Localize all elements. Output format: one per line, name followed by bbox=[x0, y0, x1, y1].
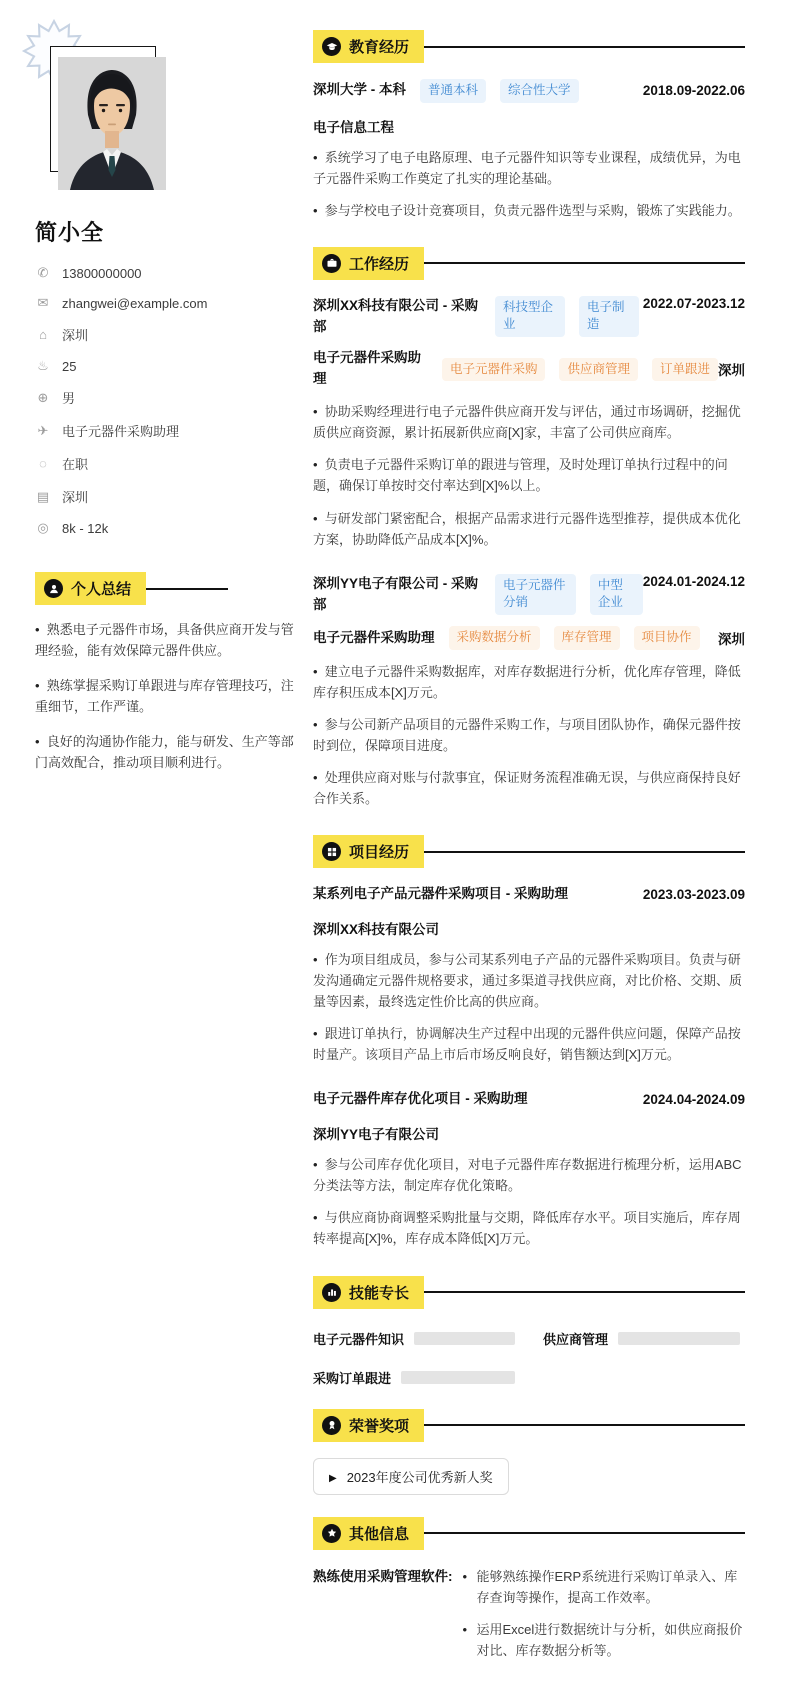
project-name: 某系列电子产品元器件采购项目 - 采购助理 bbox=[313, 886, 568, 902]
section-badge bbox=[35, 572, 146, 605]
section-title: 工作经历 bbox=[349, 255, 410, 273]
contact-location bbox=[35, 325, 300, 344]
summary-bullet: • 熟悉电子元器件市场，具备供应商开发与管理经验，能有效保障元器件供应。 bbox=[35, 619, 300, 661]
skill-item bbox=[313, 1329, 515, 1348]
role-tag: 供应商管理 bbox=[559, 358, 638, 382]
profile-photo bbox=[58, 57, 166, 190]
date-range: 2022.07-2023.12 bbox=[642, 295, 745, 311]
contact-value: 在职 bbox=[62, 457, 89, 472]
section-badge bbox=[313, 835, 424, 868]
contact-value: 8k - 12k bbox=[62, 520, 109, 536]
phone-icon: ✆ bbox=[37, 265, 49, 280]
section-header bbox=[313, 30, 745, 63]
project-company: 深圳YY电子有限公司 bbox=[313, 1127, 440, 1143]
other-info-label: 熟练使用采购管理软件: bbox=[313, 1568, 453, 1584]
company-tag: 电子元器件分销 bbox=[495, 574, 576, 615]
company-tag: 中型企业 bbox=[590, 574, 643, 615]
bar-chart-icon bbox=[322, 1283, 341, 1302]
contact-age bbox=[35, 358, 300, 374]
section-title: 其他信息 bbox=[349, 1525, 410, 1543]
section-header bbox=[35, 572, 228, 605]
contact-city bbox=[35, 487, 300, 506]
role-tag: 采购数据分析 bbox=[449, 626, 540, 650]
contact-job-title bbox=[35, 421, 300, 440]
date-range: 2024.01-2024.12 bbox=[642, 573, 745, 589]
section-badge bbox=[313, 30, 424, 63]
project-bullet: • 跟进订单执行，协调解决生产过程中出现的元器件供应问题，保障产品按时量产。该项目产品上市后市场反响良好，销售额达到[X]万元。 bbox=[313, 1023, 745, 1065]
company-tag: 科技型企业 bbox=[495, 296, 565, 337]
project-bullet: • 与供应商协商调整采购批量与交期，降低库存水平。项目实施后，库存周转率提高[X]%，库存成本降低[X]万元。 bbox=[313, 1207, 745, 1249]
section-rule bbox=[146, 588, 228, 590]
section-badge bbox=[313, 1276, 424, 1309]
project-bullet: • 参与公司库存优化项目，对电子元器件库存数据进行梳理分析，运用ABC分类法等方法，制定库存优化策略。 bbox=[313, 1154, 745, 1196]
grid-icon bbox=[322, 842, 341, 861]
other-info-row bbox=[313, 1566, 745, 1672]
projects-section bbox=[313, 835, 745, 1249]
education-bullet: • 参与学校电子设计竞赛项目，负责元器件选型与采购，锻炼了实践能力。 bbox=[313, 200, 745, 221]
date-range: 2018.09-2022.06 bbox=[642, 83, 745, 99]
briefcase-icon bbox=[322, 254, 341, 273]
person-icon bbox=[44, 579, 63, 598]
education-section bbox=[313, 30, 745, 221]
project-bullet: • 作为项目组成员，参与公司某系列电子产品的元器件采购项目。负责与研发沟通确定元器件规格要求，通过多渠道寻找供应商，对比价格、交期、质量等因素，最终选定性价比高的供应商。 bbox=[313, 949, 745, 1012]
contact-value: 13800000000 bbox=[62, 265, 142, 281]
mail-icon: ✉ bbox=[37, 295, 49, 310]
section-title: 个人总结 bbox=[71, 581, 132, 598]
honor-chip[interactable] bbox=[313, 1458, 509, 1495]
photo-zone bbox=[35, 20, 300, 198]
other-bullet: • 能够熟练操作ERP系统进行采购订单录入、库存查询等操作，提高工作效率。 bbox=[457, 1566, 746, 1608]
salary-icon: ◎ bbox=[37, 520, 49, 535]
role-tag: 库存管理 bbox=[554, 626, 620, 650]
project-name: 电子元器件库存优化项目 - 采购助理 bbox=[313, 1091, 528, 1107]
contact-value: 电子元器件采购助理 bbox=[62, 424, 180, 439]
honor-text: 2023年度公司优秀新人奖 bbox=[346, 1469, 493, 1485]
skill-label: 供应商管理 bbox=[543, 1331, 609, 1347]
graduation-cap-icon bbox=[322, 37, 341, 56]
section-rule bbox=[424, 1532, 745, 1534]
work-location: 深圳 bbox=[718, 363, 745, 379]
section-header bbox=[313, 1276, 745, 1309]
section-title: 项目经历 bbox=[349, 844, 410, 862]
work-bullet: • 参与公司新产品项目的元器件采购工作，与项目团队协作，确保元器件按时到位，保障项目进度。 bbox=[313, 714, 745, 756]
contact-gender bbox=[35, 388, 300, 407]
work-bullet: • 协助采购经理进行电子元器件供应商开发与评估，通过市场调研，挖掘优质供应商资源，累计拓展新供应商[X]家，丰富了公司供应商库。 bbox=[313, 401, 745, 443]
summary-bullet: • 熟练掌握采购订单跟进与库存管理技巧，注重细节，工作严谨。 bbox=[35, 675, 300, 717]
skill-grid bbox=[313, 1329, 745, 1387]
project-company: 深圳XX科技有限公司 bbox=[313, 922, 440, 938]
skill-item bbox=[543, 1329, 745, 1348]
contact-salary bbox=[35, 520, 300, 536]
main-column bbox=[313, 30, 745, 1698]
section-badge bbox=[313, 1517, 424, 1550]
section-header bbox=[313, 835, 745, 868]
role-tag: 订单跟进 bbox=[652, 358, 718, 382]
skill-bar bbox=[414, 1332, 515, 1345]
sidebar bbox=[35, 20, 300, 773]
contact-value: 深圳 bbox=[62, 328, 89, 343]
work-section bbox=[313, 247, 745, 810]
section-rule bbox=[424, 262, 745, 264]
work-entry bbox=[313, 296, 745, 550]
education-bullet: • 系统学习了电子电路原理、电子元器件知识等专业课程，成绩优异，为电子元器件采购工作奠定了扎实的理论基础。 bbox=[313, 147, 745, 189]
section-title: 教育经历 bbox=[349, 39, 410, 56]
work-bullet: • 处理供应商对账与付款事宜，保证财务流程准确无误，与供应商保持良好合作关系。 bbox=[313, 767, 745, 809]
role-title: 电子元器件采购助理 bbox=[313, 629, 435, 645]
role-tag: 项目协作 bbox=[634, 626, 700, 650]
contact-value: zhangwei@example.com bbox=[62, 295, 208, 311]
section-header bbox=[313, 1409, 745, 1442]
summary-bullet: • 良好的沟通协作能力，能与研发、生产等部门高效配合，推动项目顺利进行。 bbox=[35, 731, 300, 773]
education-tag: 综合性大学 bbox=[500, 79, 579, 103]
contact-status bbox=[35, 454, 300, 473]
skill-bar bbox=[618, 1332, 740, 1345]
skill-label: 采购订单跟进 bbox=[313, 1370, 392, 1386]
contact-value: 25 bbox=[62, 358, 77, 374]
contact-email bbox=[35, 295, 300, 311]
project-entry bbox=[313, 884, 745, 1065]
section-rule bbox=[424, 1424, 745, 1426]
education-tag: 普通本科 bbox=[420, 79, 486, 103]
contact-list bbox=[35, 265, 300, 536]
age-icon: ♨ bbox=[37, 358, 49, 373]
skill-item bbox=[313, 1368, 515, 1387]
major: 电子信息工程 bbox=[313, 119, 394, 135]
section-title: 技能专长 bbox=[349, 1284, 410, 1302]
section-header bbox=[313, 247, 745, 280]
candidate-name: 简小全 bbox=[35, 220, 105, 245]
work-location: 深圳 bbox=[718, 632, 745, 648]
skills-section bbox=[313, 1276, 745, 1387]
other-bullet: • 运用Excel进行数据统计与分析，如供应商报价对比、库存数据分析等。 bbox=[457, 1619, 746, 1661]
skill-bar bbox=[401, 1371, 515, 1384]
role-title: 电子元器件采购助理 bbox=[313, 350, 421, 387]
contact-phone bbox=[35, 265, 300, 281]
section-rule bbox=[424, 1291, 745, 1293]
project-entry bbox=[313, 1089, 745, 1249]
work-entry bbox=[313, 574, 745, 810]
role-tag: 电子元器件采购 bbox=[442, 358, 546, 382]
section-title: 荣誉奖项 bbox=[349, 1417, 410, 1435]
medal-icon bbox=[322, 1416, 341, 1435]
company-name: 深圳XX科技有限公司 - 采购部 bbox=[313, 297, 479, 334]
date-range: 2023.03-2023.09 bbox=[642, 887, 745, 903]
education-entry bbox=[313, 79, 745, 221]
work-bullet: • 与研发部门紧密配合，根据产品需求进行元器件选型推荐，提供成本优化方案，协助降低产品成本[X]%。 bbox=[313, 508, 745, 550]
section-badge bbox=[313, 247, 424, 280]
work-bullet: • 负责电子元器件采购订单的跟进与管理，及时处理订单执行过程中的问题，确保订单按时交付率达到[X]%以上。 bbox=[313, 454, 745, 496]
contact-value: 深圳 bbox=[62, 490, 89, 505]
other-info-section bbox=[313, 1517, 745, 1672]
section-rule bbox=[424, 46, 745, 48]
gender-icon: ⊕ bbox=[37, 389, 49, 405]
company-name: 深圳YY电子有限公司 - 采购部 bbox=[313, 575, 479, 612]
contact-value: 男 bbox=[62, 391, 76, 406]
honors-section bbox=[313, 1409, 745, 1495]
star-icon bbox=[322, 1524, 341, 1543]
job-icon: ✈ bbox=[37, 422, 49, 438]
status-icon: ◌ bbox=[39, 456, 47, 471]
section-header bbox=[313, 1517, 745, 1550]
date-range: 2024.04-2024.09 bbox=[642, 1092, 745, 1108]
work-bullet: • 建立电子元器件采购数据库，对库存数据进行分析，优化库存管理，降低库存积压成本[X]万元。 bbox=[313, 661, 745, 703]
section-rule bbox=[424, 851, 745, 853]
personal-summary-section bbox=[35, 572, 300, 773]
city-icon: ▤ bbox=[36, 488, 50, 504]
other-info-bullets bbox=[457, 1566, 746, 1672]
play-icon bbox=[329, 1469, 337, 1484]
section-badge bbox=[313, 1409, 424, 1442]
school-name: 深圳大学 - 本科 bbox=[313, 82, 406, 98]
company-tag: 电子制造 bbox=[579, 296, 639, 337]
home-icon: ⌂ bbox=[39, 327, 47, 342]
skill-label: 电子元器件知识 bbox=[313, 1331, 405, 1347]
